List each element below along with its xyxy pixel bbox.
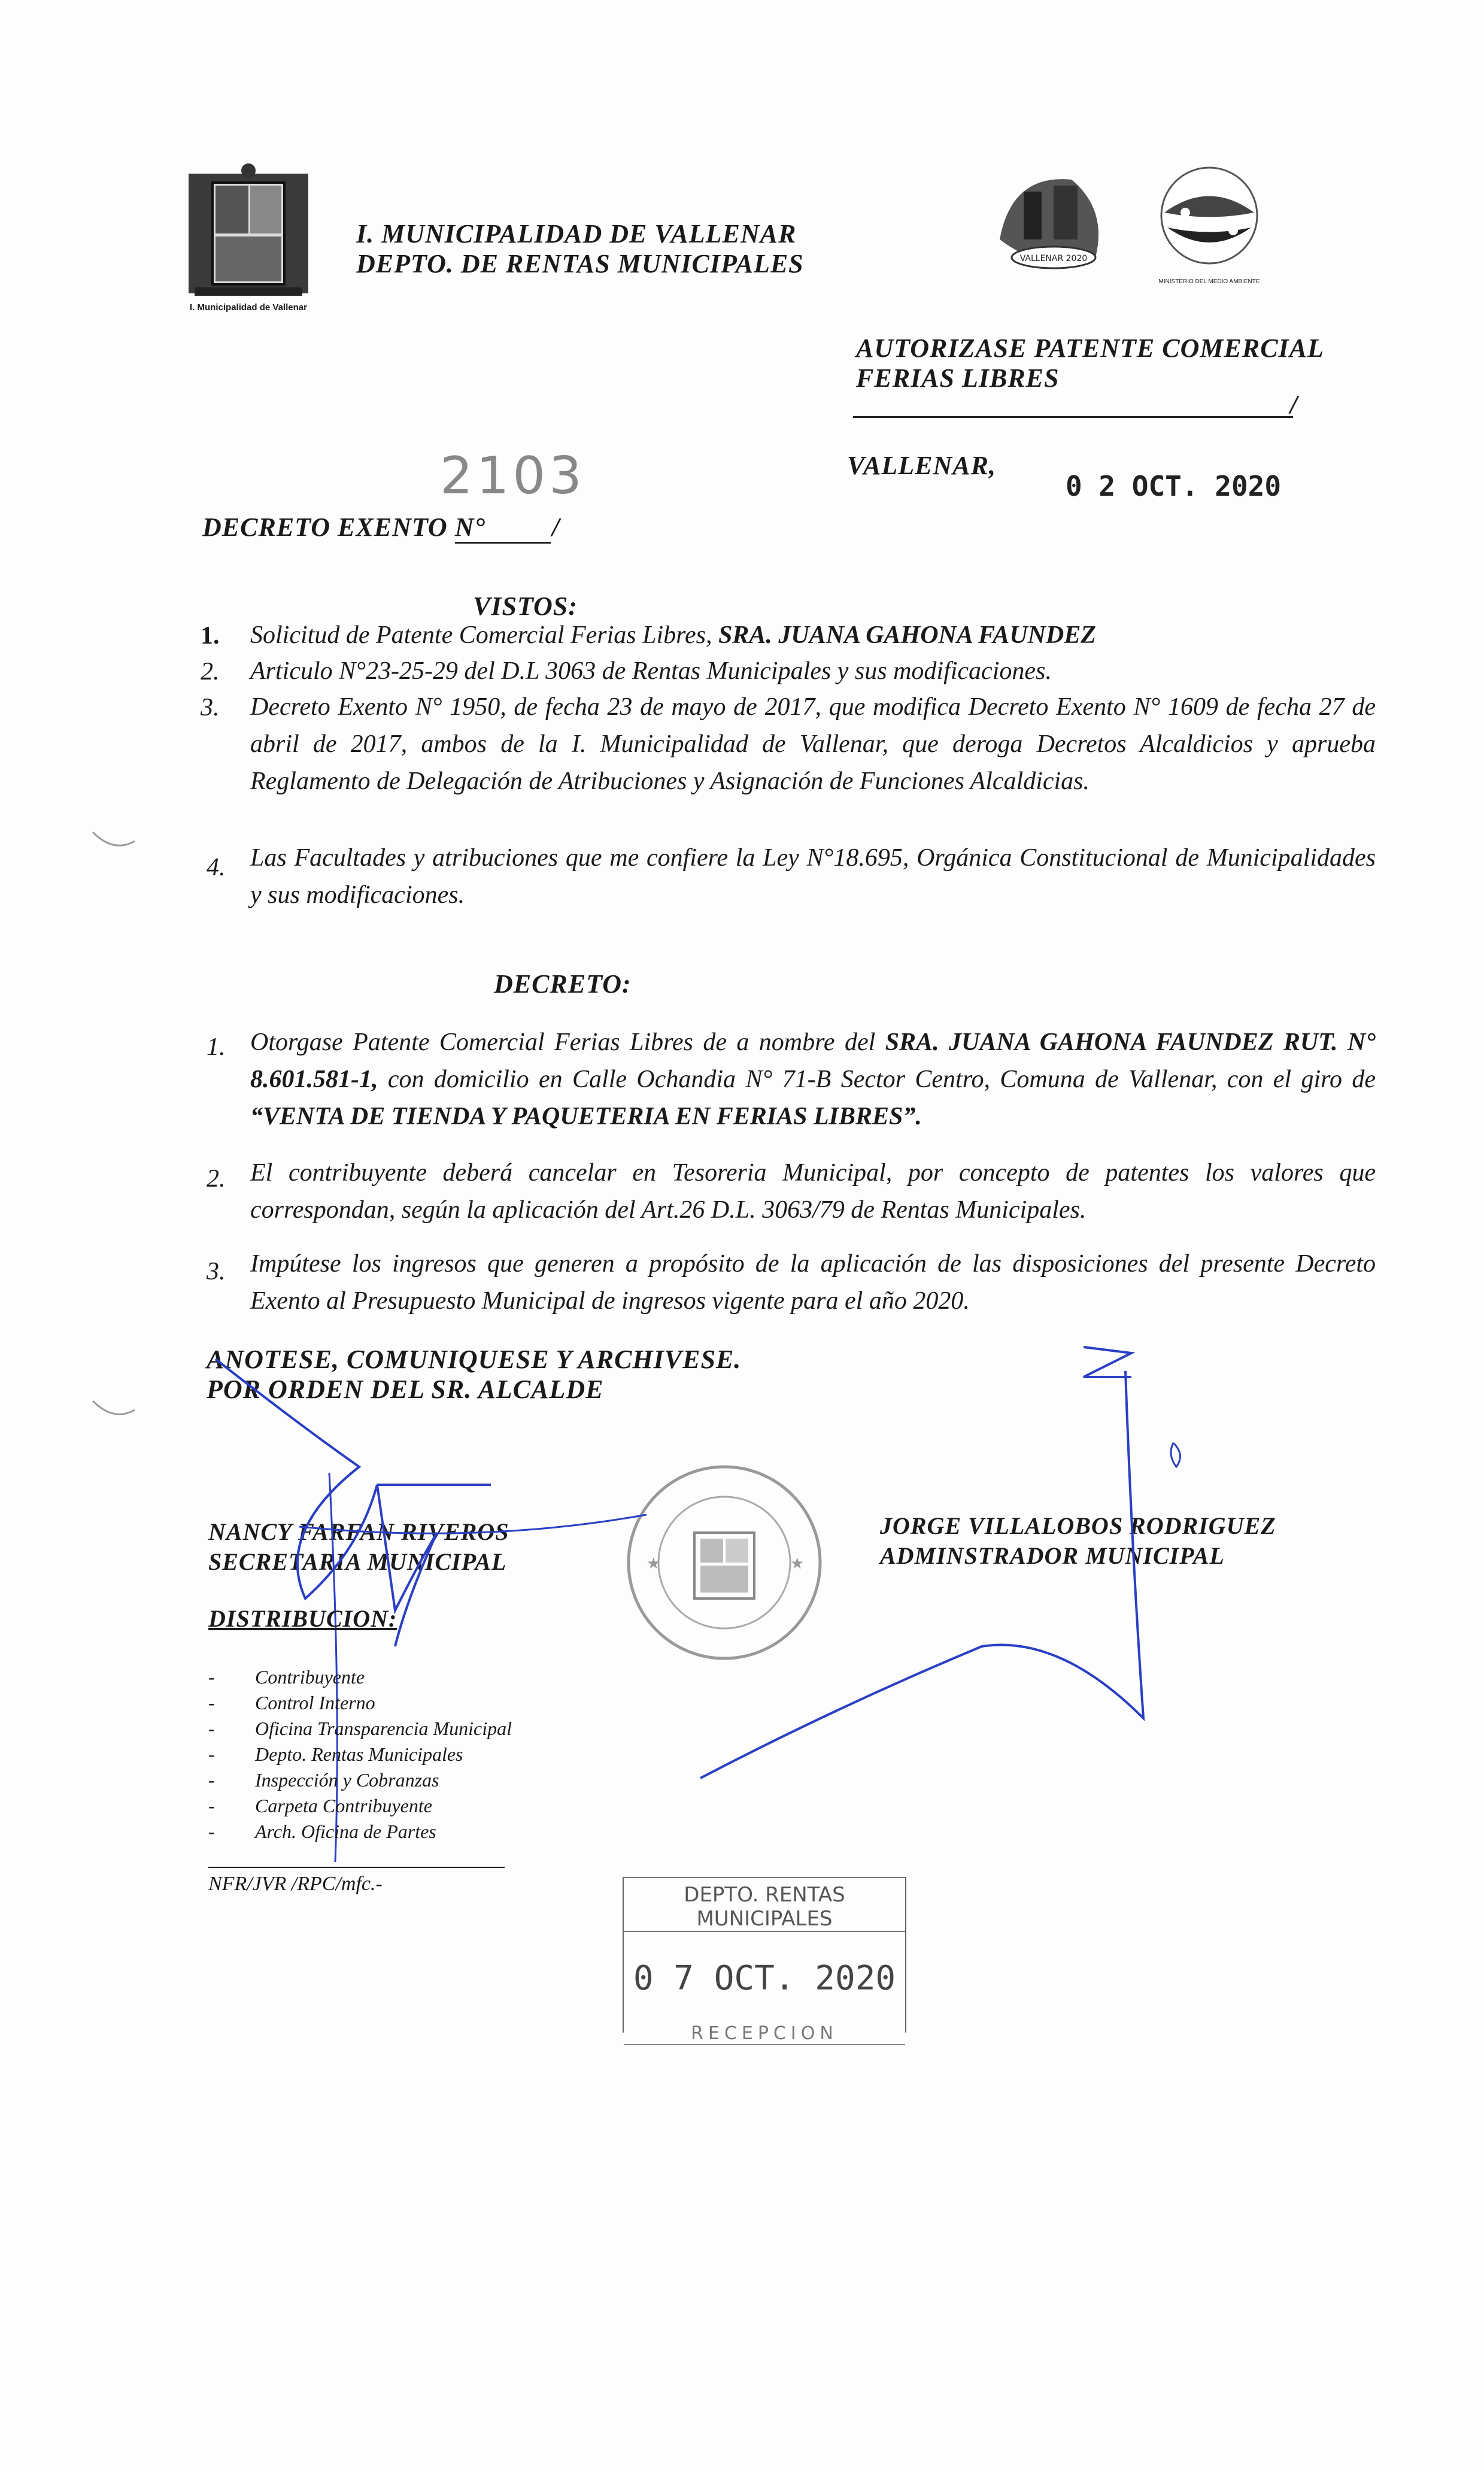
vallenar-2020-badge — [988, 162, 1113, 284]
distribution-list — [208, 1664, 512, 1845]
vistos-item-3: Decreto Exento N° 1950, de fecha 23 de mayo de 2017, que modifica Decreto Exento N° 1609 de fecha 27 de abril de 2017, ambos de la I. Municipalidad de Vallenar, que deroga Decretos Alcaldicios y aprueba Reglamento de Delegación de Atribuciones y Asignación de Funciones Alcaldicias. — [250, 693, 1376, 795]
received-stamp-date: 0 7 OCT. 2020 — [633, 1959, 896, 1998]
decreto-number-2: 2. — [207, 1165, 226, 1193]
document-initials: NFR/JVR /RPC/mfc.- — [208, 1873, 383, 1895]
list-item: - Oficina Transparencia Municipal — [208, 1718, 512, 1739]
left-signatory-name: NANCY FARFAN RIVEROS — [208, 1518, 509, 1545]
list-item: - Inspección y Cobranzas — [208, 1769, 439, 1791]
decreto-number-1: 1. — [207, 1033, 226, 1061]
decreto-item-3: Impútese los ingresos que generen a propósito de la aplicación de las disposiciones del presente Decreto Exento al Presupuesto Municipal de ingresos vigente para el año 2020. — [250, 1250, 1376, 1315]
logo-caption: I. Municipalidad de Vallenar — [190, 302, 307, 313]
list-item: - Control Interno — [208, 1692, 375, 1713]
org-name: I. MUNICIPALIDAD DE VALLENAR — [356, 219, 797, 248]
received-stamp-title: DEPTO. RENTAS MUNICIPALES — [624, 1877, 905, 1932]
distribution-heading: DISTRIBUCION: — [208, 1605, 397, 1632]
decreto-number-3: 3. — [207, 1258, 226, 1285]
svg-text:★: ★ — [647, 1555, 661, 1572]
svg-text:★: ★ — [790, 1555, 805, 1572]
right-signatory-title: ADMINSTRADOR MUNICIPAL — [880, 1542, 1225, 1569]
received-stamp-footer: RECEPCION — [624, 2023, 905, 2045]
org-department: DEPTO. DE RENTAS MUNICIPALES — [356, 249, 804, 278]
environmental-certification-badge — [1137, 156, 1281, 285]
vistos-heading: VISTOS: — [473, 592, 578, 621]
decree-number-underline — [455, 542, 551, 544]
list-item: - Depto. Rentas Municipales — [208, 1743, 463, 1765]
subject-slash: / — [1290, 390, 1298, 419]
closing-line-1: ANOTESE, COMUNIQUESE Y ARCHIVESE. — [207, 1345, 742, 1374]
right-signatory-name: JORGE VILLALOBOS RODRIGUEZ — [880, 1512, 1276, 1539]
vistos-number-4: 4. — [207, 854, 226, 881]
place-label: VALLENAR, — [847, 451, 997, 480]
date-stamp: 0 2 OCT. 2020 — [1066, 470, 1282, 502]
subject-line-1: AUTORIZASE PATENTE COMERCIAL — [856, 333, 1324, 363]
decreto-item-1: Otorgase Patente Comercial Ferias Libres de a nombre del SRA. JUANA GAHONA FAUNDEZ RUT. N° 8.601.581-1, con domicilio en Calle Ochandia N° 71-B Sector Centro, Comuna de Vallenar, con el giro de “VENTA DE TIENDA Y PAQUETERIA EN FERIAS LIBRES”. — [250, 1029, 1376, 1130]
svg-text:VALLENAR 2020: VALLENAR 2020 — [1019, 254, 1088, 263]
vistos-item-2: Articulo N°23-25-29 del D.L 3063 de Rentas Municipales y sus modificaciones. — [250, 657, 1052, 685]
vistos-number-2: 2. — [201, 658, 220, 686]
list-item: - Contribuyente — [208, 1666, 365, 1688]
handwritten-decree-number: 2103 — [440, 446, 585, 506]
right-signature-scribble — [688, 1335, 1257, 1802]
list-item: - Arch. Oficina de Partes — [208, 1821, 436, 1842]
decree-label: DECRETO EXENTO N° — [202, 512, 486, 542]
distribution-underline — [208, 1867, 505, 1868]
vistos-item-1: Solicitud de Patente Comercial Ferias Libres, SRA. JUANA GAHONA FAUNDEZ — [250, 621, 1096, 649]
binder-hole-mark — [90, 1395, 138, 1425]
list-item: - Carpeta Contribuyente — [208, 1795, 432, 1816]
subject-underline — [853, 416, 1293, 418]
left-signatory-title: SECRETARIA MUNICIPAL — [208, 1548, 507, 1575]
decree-slash: / — [552, 512, 560, 542]
subject-line-2: FERIAS LIBRES — [856, 363, 1060, 393]
vistos-item-4: Las Facultades y atribuciones que me confiere la Ley N°18.695, Orgánica Constitucional de Municipalidades y sus modificaciones. — [250, 844, 1376, 909]
binder-hole-mark — [90, 826, 138, 856]
municipal-logo — [186, 162, 311, 317]
decreto-item-2: El contribuyente deberá cancelar en Tesoreria Municipal, por concepto de patentes los valores que correspondan, según la aplicación del Art.26 D.L. 3063/79 de Rentas Municipales. — [250, 1159, 1376, 1224]
closing-line-2: POR ORDEN DEL SR. ALCALDE — [207, 1375, 604, 1404]
received-stamp — [623, 1877, 906, 2044]
cert-badge-caption: MINISTERIO DEL MEDIO AMBIENTE — [1158, 278, 1260, 285]
decreto-heading: DECRETO: — [494, 969, 632, 999]
vistos-number-3: 3. — [201, 694, 220, 721]
vistos-number-1: 1. — [201, 622, 220, 650]
